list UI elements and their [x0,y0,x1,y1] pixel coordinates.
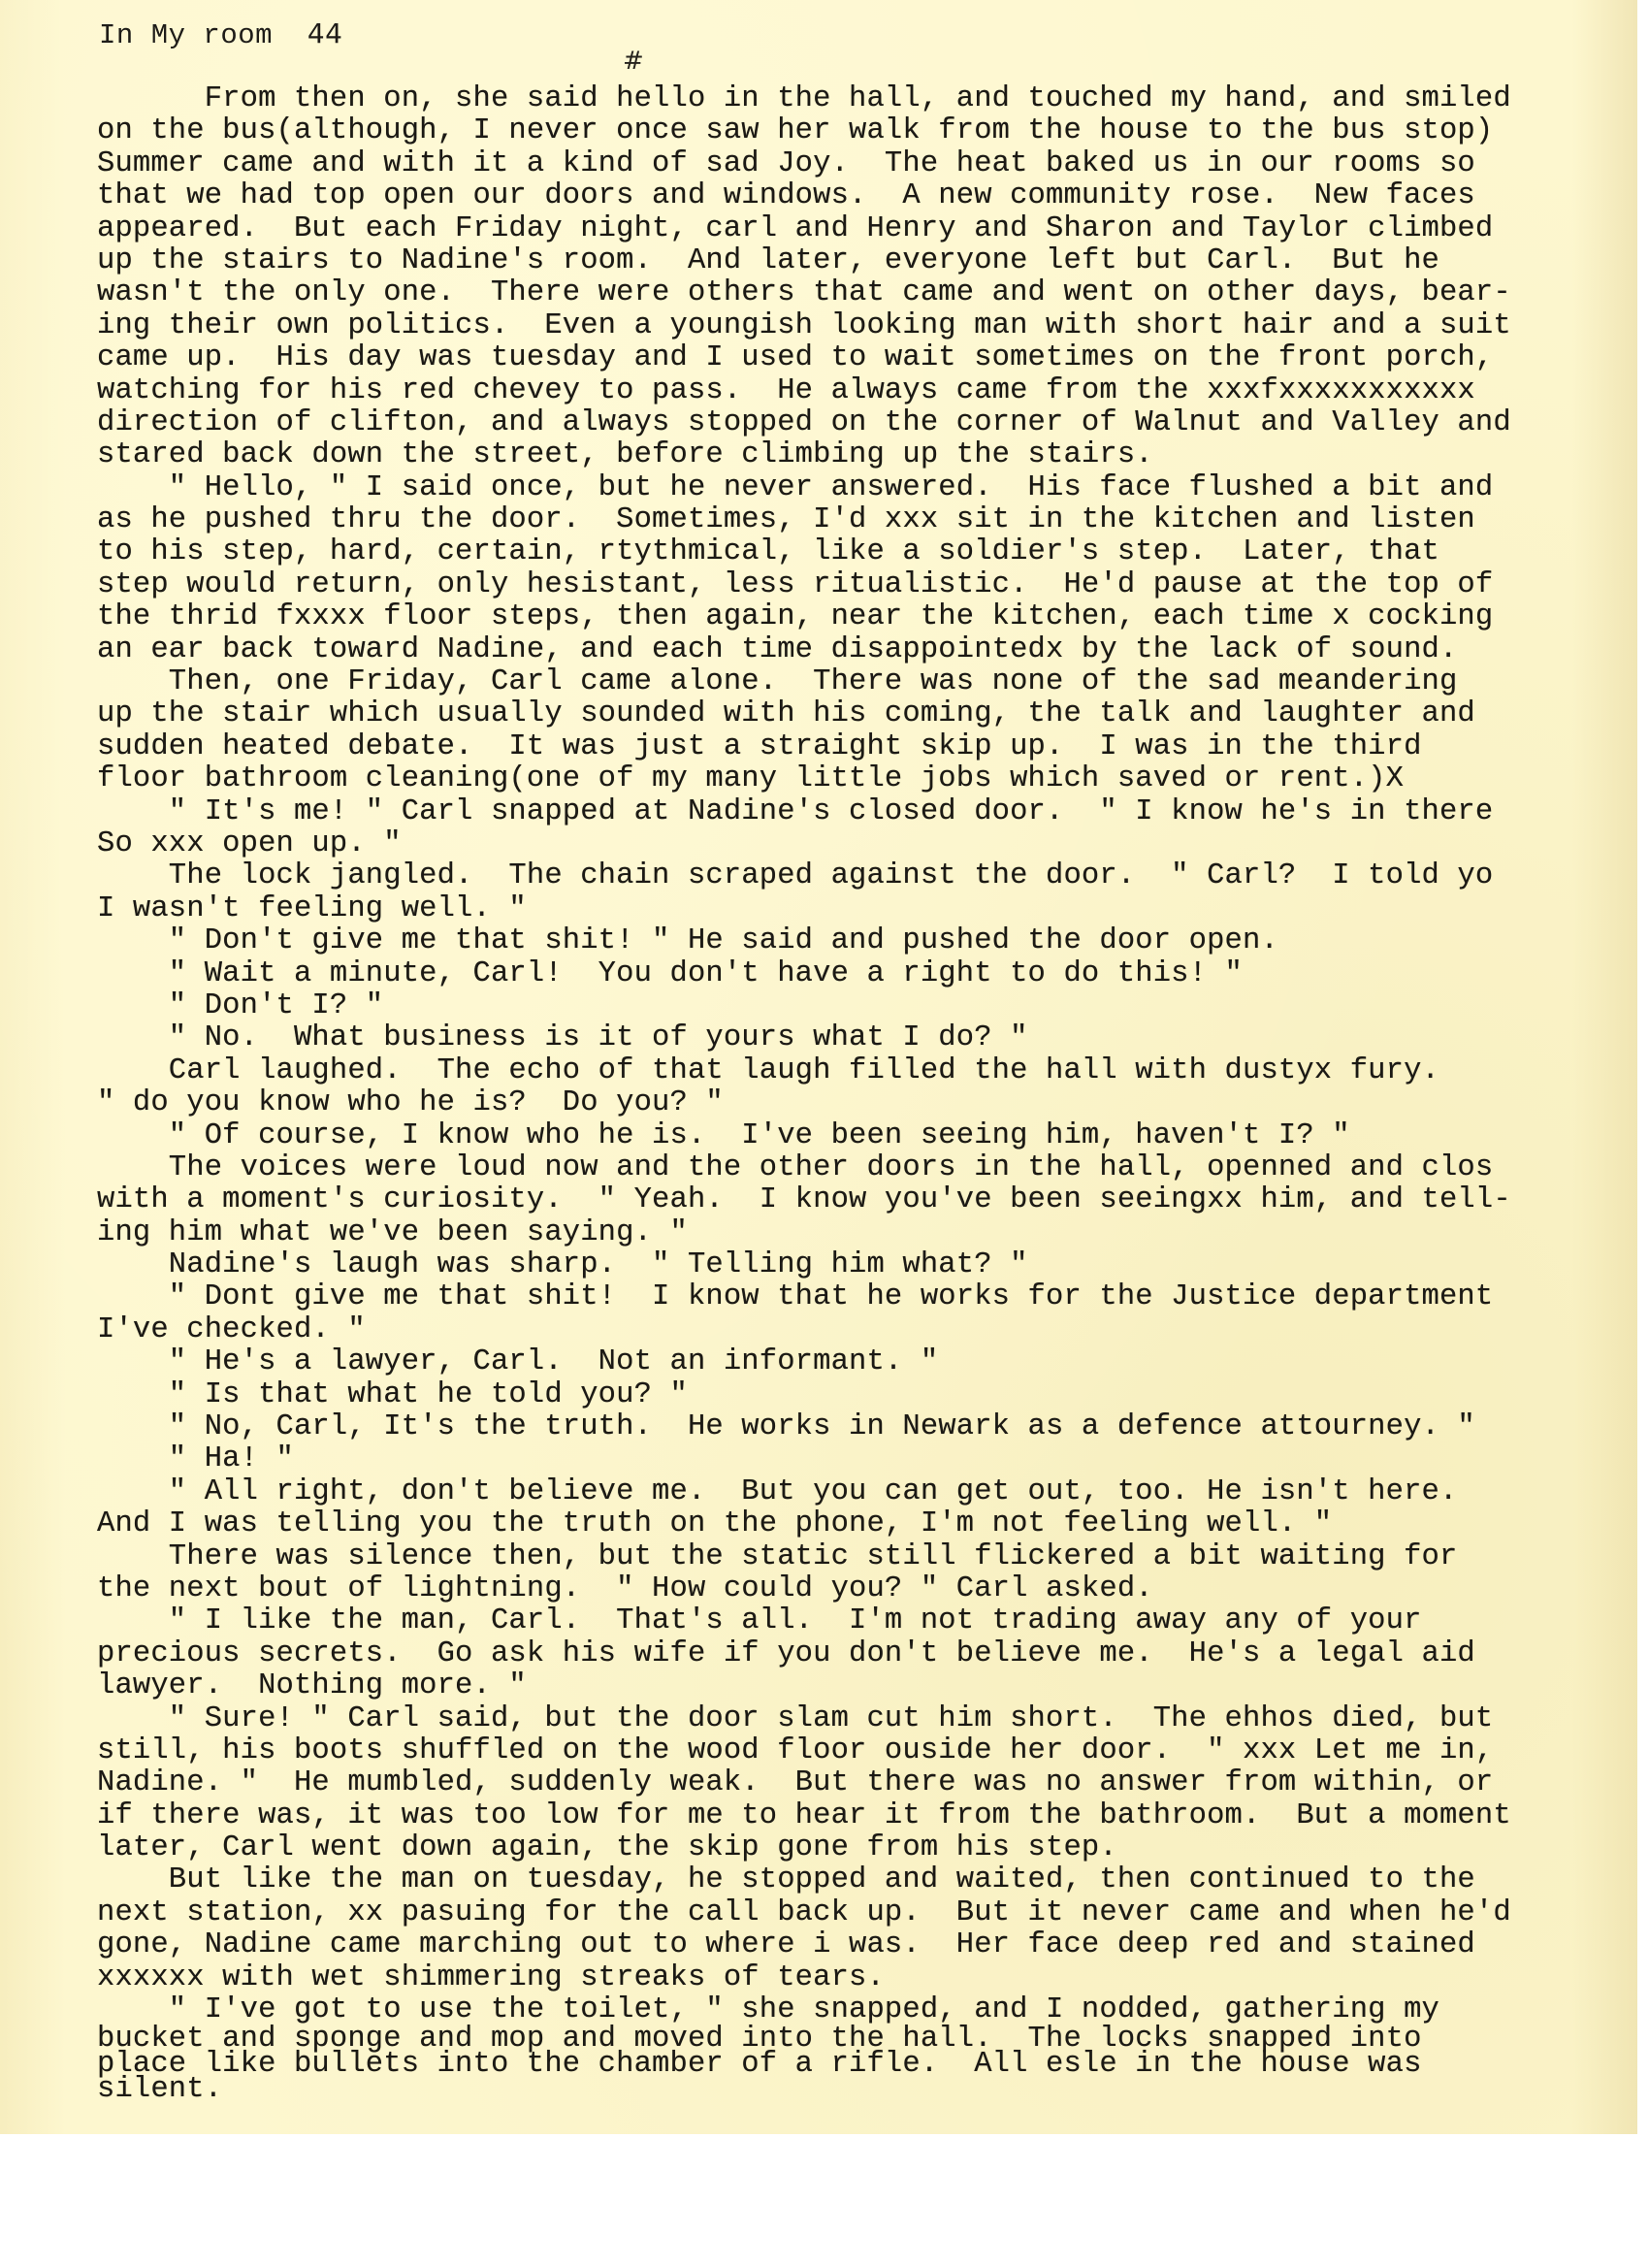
text-line: " Wait a minute, Carl! You don't have a right to do this! " [97,956,1243,990]
text-line: " No. What business is it of yours what I do? " [97,1021,1028,1055]
page-number: 44 [307,17,343,49]
text-line: " Don't give me that shit! " He said and pushed the door open. [97,924,1278,958]
text-line: " He's a lawyer, Carl. Not an informant. " [97,1345,939,1379]
text-line: " Ha! " [97,1442,294,1476]
text-line: gone, Nadine came marching out to where i was. Her face deep red and stained [97,1928,1475,1962]
text-line: with a moment's curiosity. " Yeah. I know you've been seeingxx him, and tell- [97,1183,1511,1217]
text-line: " Hello, " I said once, but he never answered. His face flushed a bit and [97,470,1494,504]
text-line: place like bullets into the chamber of a rifle. All esle in the house was [97,2048,1422,2082]
header-title: In My room [99,19,274,51]
text-line: From then on, she said hello in the hall, and touched my hand, and smiled [97,82,1511,115]
text-line: The lock jangled. The chain scraped against the door. " Carl? I told yo [97,859,1494,893]
text-line: " It's me! " Carl snapped at Nadine's closed door. " I know he's in there [97,794,1494,828]
text-line: " Of course, I know who he is. I've been seeing him, haven't I? " [97,1118,1350,1152]
text-line: xxxxxx with wet shimmering streaks of tears. [97,1960,885,1994]
text-line: that we had top open our doors and windows. A new community rose. New faces [97,179,1475,213]
text-line: an ear back toward Nadine, and each time disappointedx by the lack of sound. [97,632,1458,666]
text-line: to his step, hard, certain, rtythmical, like a soldier's step. Later, that [97,535,1439,569]
text-line: ing him what we've been saying. " [97,1215,688,1249]
text-line: came up. His day was tuesday and I used to wait sometimes on the front porch, [97,341,1494,375]
text-line: later, Carl went down again, the skip gone from his step. [97,1831,1117,1865]
text-line: floor bathroom cleaning(one of my many little jobs which saved or rent.)X [97,762,1405,796]
text-line: " Don't I? " [97,988,384,1022]
text-line: precious secrets. Go ask his wife if you don't believe me. He's a legal aid [97,1636,1475,1670]
text-line: " I've got to use the toilet, " she snapped, and I nodded, gathering my [97,1993,1439,2027]
text-line: " Dont give me that shit! I know that he works for the Justice department [97,1280,1494,1314]
text-line: sudden heated debate. It was just a straight skip up. I was in the third [97,729,1422,763]
text-line: ing their own politics. Even a youngish looking man with short hair and a suit [97,308,1511,342]
text-line: up the stair which usually sounded with his coming, the talk and laughter and [97,697,1475,731]
text-line: The voices were loud now and the other doors in the hall, openned and clos [97,1150,1494,1184]
text-line: But like the man on tuesday, he stopped and waited, then continued to the [97,1863,1475,1897]
text-line: the thrid fxxxx floor steps, then again, near the kitchen, each time x cocking [97,600,1494,634]
text-line: bucket and sponge and mop and moved into the hall. The locks snapped into [97,2023,1422,2057]
text-line: " Sure! " Carl said, but the door slam cut him short. The ehhos died, but [97,1701,1494,1735]
text-line: Summer came and with it a kind of sad Joy. The heat baked us in our rooms so [97,146,1475,180]
text-line: silent. [97,2073,223,2107]
text-line: Then, one Friday, Carl came alone. There was none of the sad meandering [97,665,1458,699]
text-line: next station, xx pasuing for the call back up. But it never came and when he'd [97,1895,1511,1929]
text-line: stared back down the street, before climbing up the stairs. [97,438,1153,472]
text-line: on the bus(although, I never once saw her walk from the house to the bus stop) [97,114,1494,148]
text-line: as he pushed thru the door. Sometimes, I'd xxx sit in the kitchen and listen [97,503,1475,537]
text-line: up the stairs to Nadine's room. And later, everyone left but Carl. But he [97,243,1439,277]
page-header [99,17,342,51]
text-line: the next bout of lightning. " How could you? " Carl asked. [97,1571,1153,1605]
text-line: " No, Carl, It's the truth. He works in Newark as a defence attourney. " [97,1410,1475,1444]
text-line: " I like the man, Carl. That's all. I'm not trading away any of your [97,1604,1422,1638]
manuscript-body [97,82,1630,2107]
text-line: There was silence then, but the static still flickered a bit waiting for [97,1539,1458,1573]
text-line: " Is that what he told you? " [97,1377,688,1411]
text-line: watching for his red chevey to pass. He always came from the xxxfxxxxxxxxxxx [97,373,1475,407]
text-line: Carl laughed. The echo of that laugh filled the hall with dustyx fury. [97,1053,1439,1087]
text-line: Nadine's laugh was sharp. " Telling him what? " [97,1248,1028,1282]
text-line: " do you know who he is? Do you? " [97,1086,724,1120]
text-line: if there was, it was too low for me to hear it from the bathroom. But a moment [97,1798,1511,1832]
text-line: wasn't the only one. There were others that came and went on other days, bear- [97,276,1511,310]
text-line: " All right, don't believe me. But you can get out, too. He isn't here. [97,1474,1458,1508]
text-line: appeared. But each Friday night, carl and Henry and Sharon and Taylor climbed [97,211,1494,245]
text-line: I've checked. " [97,1312,366,1346]
text-line: direction of clifton, and always stopped on the corner of Walnut and Valley and [97,405,1511,439]
text-line: And I was telling you the truth on the phone, I'm not feeling well. " [97,1507,1333,1541]
text-line: I wasn't feeling well. " [97,891,527,925]
text-line: Nadine. " He mumbled, suddenly weak. But there was no answer from within, or [97,1766,1494,1800]
text-line: step would return, only hesistant, less ritualistic. He'd pause at the top of [97,567,1494,601]
text-line: lawyer. Nothing more. " [97,1669,527,1703]
section-mark: # [623,47,644,76]
text-line: still, his boots shuffled on the wood floor ouside her door. " xxx Let me in, [97,1733,1494,1767]
text-line: So xxx open up. " [97,826,402,860]
